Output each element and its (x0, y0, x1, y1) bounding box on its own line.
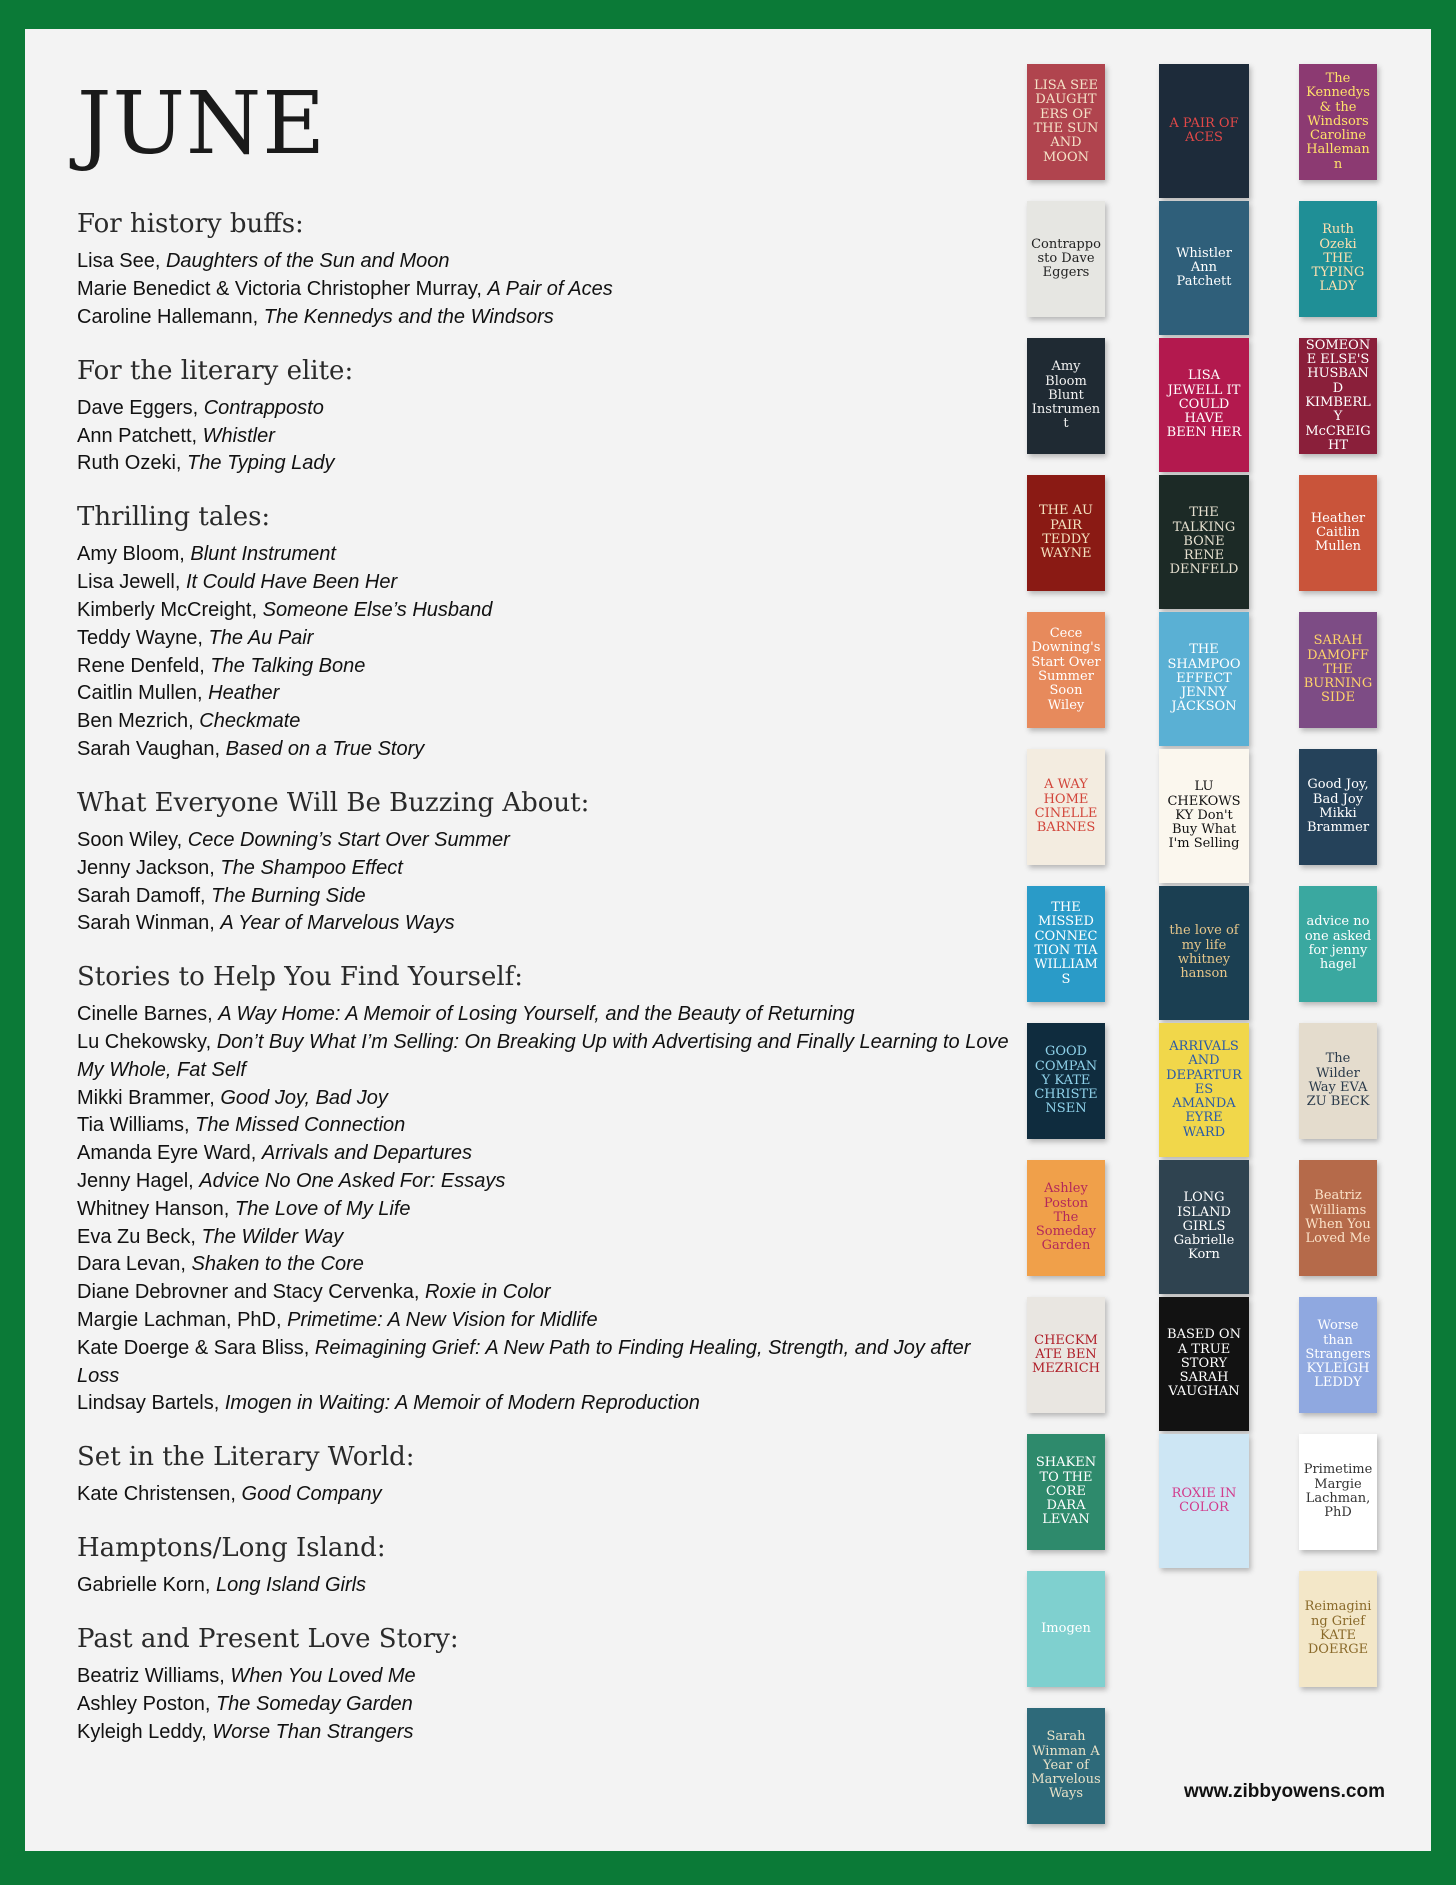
book-entry (77, 736, 1017, 764)
book-author: Teddy Wayne, (77, 626, 209, 649)
book-cover-title: advice no one asked for jenny hagel (1304, 914, 1372, 973)
book-entry (77, 680, 1017, 708)
book-entry (77, 450, 1017, 478)
book-title: Reimagining Grief: A New Path to Finding Healing, Strength, and Joy after Loss (77, 1336, 971, 1387)
book-entry (77, 1085, 1017, 1113)
book-title: Blunt Instrument (190, 543, 336, 566)
page-title: JUNE (77, 74, 326, 174)
book-author: Kyleigh Leddy, (77, 1720, 213, 1743)
book-title: Checkmate (199, 710, 301, 733)
book-entry (77, 1663, 1017, 1691)
section (77, 356, 1017, 479)
book-author: Whitney Hanson, (77, 1197, 235, 1220)
book-author: Diane Debrovner and Stacy Cervenka, (77, 1281, 425, 1304)
book-entry (77, 827, 1017, 855)
section (77, 1624, 1017, 1747)
book-cover-title: ROXIE IN COLOR (1171, 1485, 1237, 1515)
section-heading: Set in the Literary World: (77, 1442, 415, 1473)
book-author: Dara Levan, (77, 1253, 192, 1276)
book-author: Ashley Poston, (77, 1693, 216, 1716)
book-title: Daughters of the Sun and Moon (165, 250, 450, 273)
book-entry (77, 1029, 1017, 1085)
book-cover-title: Cece Downing's Start Over Summer Soon Wiley (1031, 626, 1101, 713)
book-entry (77, 625, 1017, 653)
book-entry (77, 1140, 1017, 1168)
book-cover-title: the love of my life whitney hanson (1169, 923, 1239, 982)
book-title: Cece Downing’s Start Over Summer (187, 828, 510, 851)
book-title: The Shampoo Effect (220, 856, 403, 879)
book-cover-title: The Kennedys & the Windsors Caroline Hallemann (1306, 70, 1370, 172)
book-entry (77, 1168, 1017, 1196)
book-title: The Talking Bone (210, 654, 366, 677)
book-author: Lu Chekowsky, (77, 1031, 217, 1054)
book-author: Kate Doerge & Sara Bliss, (77, 1336, 315, 1359)
book-entry (77, 304, 1017, 332)
book-title: Long Island Girls (215, 1574, 367, 1597)
website-url[interactable]: www.zibbyowens.com (1184, 1781, 1385, 1802)
book-entry (77, 1390, 1017, 1418)
book-title: The Love of My Life (234, 1197, 411, 1220)
book-title: Good Joy, Bad Joy (220, 1086, 388, 1109)
section (77, 502, 1017, 764)
book-title: The Someday Garden (215, 1693, 413, 1716)
book-entry (77, 1719, 1017, 1747)
book-author: Soon Wiley, (77, 828, 188, 851)
book-cover-title: Whistler Ann Patchett (1176, 245, 1232, 290)
book-cover-title: CHECKMATE BEN MEZRICH (1031, 1332, 1101, 1377)
book-cover-title: Heather Caitlin Mullen (1310, 510, 1366, 555)
book-cover-title: Reimagining Grief KATE DOERGE (1304, 1599, 1372, 1658)
book-cover-title: Primetime Margie Lachman, PhD (1303, 1462, 1373, 1521)
book-title: Arrivals and Departures (261, 1142, 472, 1165)
book-cover-title: LISA JEWELL IT COULD HAVE BEEN HER (1166, 368, 1242, 441)
book-cover-title: THE AU PAIR TEDDY WAYNE (1039, 503, 1093, 562)
book-cover-title: LU CHEKOWSKY Don't Buy What I'm Selling (1167, 779, 1241, 852)
book-title: When You Loved Me (230, 1665, 416, 1688)
book-title: Good Company (241, 1483, 382, 1506)
book-author: Eva Zu Beck, (77, 1225, 202, 1248)
section-heading: What Everyone Will Be Buzzing About: (77, 787, 590, 818)
book-entry (77, 1481, 1017, 1509)
book-author: Ann Patchett, (77, 424, 203, 447)
book-author: Sarah Damoff, (77, 884, 212, 907)
book-title: Heather (208, 682, 280, 705)
book-cover-title: A WAY HOME CINELLE BARNES (1034, 777, 1098, 836)
book-entry (77, 1112, 1017, 1140)
book-entry (77, 1224, 1017, 1252)
book-title: Someone Else’s Husband (262, 598, 493, 621)
book-cover-title: Good Joy, Bad Joy Mikki Brammer (1306, 777, 1370, 836)
book-title: Whistler (202, 424, 275, 447)
book-entry (77, 1279, 1017, 1307)
book-author: Caroline Hallemann, (77, 305, 264, 328)
book-entry (77, 1001, 1017, 1029)
section-heading: Past and Present Love Story: (77, 1624, 459, 1655)
book-cover-title: Ashley Poston The Someday Garden (1035, 1181, 1097, 1254)
book-title: The Au Pair (208, 626, 314, 649)
book-entry (77, 653, 1017, 681)
book-entry (77, 248, 1017, 276)
book-author: Beatriz Williams, (77, 1665, 231, 1688)
book-author: Marie Benedict & Victoria Christopher Murray, (77, 277, 488, 300)
book-cover-title: Sarah Winman A Year of Marvelous Ways (1031, 1729, 1101, 1802)
book-cover-title: LISA SEE DAUGHTERS OF THE SUN AND MOON (1033, 78, 1099, 165)
book-author: Sarah Vaughan, (77, 737, 226, 760)
book-cover-title: The Wilder Way EVA ZU BECK (1306, 1051, 1370, 1110)
book-author: Amanda Eyre Ward, (77, 1142, 262, 1165)
book-title: Don’t Buy What I’m Selling: On Breaking Up with Advertising and Finally Learning to Love My Whole, Fat Self (77, 1031, 1009, 1081)
section (77, 1442, 1017, 1509)
section-heading: For history buffs: (77, 209, 304, 239)
book-author: Mikki Brammer, (77, 1086, 221, 1109)
book-author: Kate Christensen, (77, 1483, 242, 1506)
book-cover-title: GOOD COMPANY KATE CHRISTENSEN (1034, 1044, 1098, 1117)
book-cover-title: Beatriz Williams When You Loved Me (1305, 1188, 1371, 1247)
book-entry (77, 910, 1017, 938)
book-author: Tia Williams, (77, 1114, 196, 1137)
book-author: Caitlin Mullen, (77, 682, 209, 705)
book-entry (77, 855, 1017, 883)
book-cover-title: SOMEONE ELSE'S HUSBAND KIMBERLY McCREIGHT (1305, 338, 1371, 453)
book-title: Based on a True Story (225, 737, 425, 760)
book-author: Jenny Jackson, (77, 856, 221, 879)
book-title: Shaken to the Core (191, 1253, 364, 1276)
book-author: Dave Eggers, (77, 396, 204, 419)
section (77, 962, 1017, 1418)
section (77, 209, 1017, 332)
book-cover-title: Worse than Strangers KYLEIGH LEDDY (1305, 1318, 1371, 1391)
book-entry (77, 569, 1017, 597)
book-entry (77, 708, 1017, 736)
book-cover-title: THE TALKING BONE RENE DENFELD (1169, 505, 1239, 578)
book-cover-title: A PAIR OF ACES (1169, 115, 1239, 145)
book-author: Lindsay Bartels, (77, 1392, 225, 1415)
book-author: Sarah Winman, (77, 912, 221, 935)
book-cover-title: LONG ISLAND GIRLS Gabrielle Korn (1173, 1190, 1235, 1263)
book-title: The Typing Lady (187, 452, 335, 475)
book-author: Cinelle Barnes, (77, 1003, 219, 1026)
book-title: A Way Home: A Memoir of Losing Yourself, and the Beauty of Returning (218, 1003, 855, 1026)
book-title: Advice No One Asked For: Essays (199, 1170, 506, 1193)
book-cover-title: THE MISSED CONNECTION TIA WILLIAMS (1034, 900, 1098, 987)
book-author: Lisa Jewell, (77, 571, 186, 594)
book-entry (77, 541, 1017, 569)
book-cover-title: Ruth Ozeki THE TYPING LADY (1311, 222, 1365, 295)
book-author: Ben Mezrich, (77, 710, 200, 733)
book-title: The Missed Connection (195, 1114, 406, 1137)
section-heading: Stories to Help You Find Yourself: (77, 962, 524, 993)
book-title: Roxie in Color (424, 1281, 551, 1304)
book-title: The Burning Side (211, 884, 366, 907)
book-entry (77, 597, 1017, 625)
book-title: The Kennedys and the Windsors (263, 305, 554, 328)
book-cover-title: BASED ON A TRUE STORY SARAH VAUGHAN (1167, 1327, 1241, 1400)
section-heading: For the literary elite: (77, 355, 354, 386)
book-title: Imogen in Waiting: A Memoir of Modern Reproduction (224, 1392, 700, 1415)
book-cover-title: Amy Bloom Blunt Instrument (1031, 359, 1101, 432)
book-author: Margie Lachman, PhD, (77, 1309, 288, 1332)
book-author: Ruth Ozeki, (77, 452, 188, 475)
book-entry (77, 883, 1017, 911)
book-list (77, 209, 1017, 1771)
book-cover-title: SHAKEN TO THE CORE DARA LEVAN (1035, 1455, 1097, 1528)
book-entry (77, 1196, 1017, 1224)
section-heading: Thrilling tales: (77, 502, 271, 533)
book-title: A Pair of Aces (487, 277, 613, 300)
section (77, 1533, 1017, 1600)
book-author: Jenny Hagel, (77, 1170, 200, 1193)
book-title: It Could Have Been Her (185, 571, 398, 594)
book-title: Contrapposto (203, 396, 324, 419)
book-cover-title: ARRIVALS AND DEPARTURES AMANDA EYRE WARD (1166, 1038, 1242, 1140)
book-entry (77, 395, 1017, 423)
book-title: Worse Than Strangers (212, 1720, 414, 1743)
page (25, 29, 1431, 1851)
book-author: Gabrielle Korn, (77, 1574, 216, 1597)
book-title: The Wilder Way (201, 1225, 344, 1248)
book-cover-title: Imogen (1041, 1620, 1091, 1636)
book-title: A Year of Marvelous Ways (220, 912, 455, 935)
book-entry (77, 1307, 1017, 1335)
book-entry (77, 276, 1017, 304)
book-cover-title: Contrapposto Dave Eggers (1031, 236, 1101, 281)
book-entry (77, 1251, 1017, 1279)
book-entry (77, 1691, 1017, 1719)
book-author: Kimberly McCreight, (77, 598, 263, 621)
book-cover-title: THE SHAMPOO EFFECT JENNY JACKSON (1167, 642, 1241, 715)
book-cover-title: SARAH DAMOFF THE BURNING SIDE (1303, 633, 1373, 706)
book-entry (77, 423, 1017, 451)
book-title: Primetime: A New Vision for Midlife (287, 1309, 598, 1332)
section (77, 788, 1017, 938)
book-author: Lisa See, (77, 250, 166, 273)
book-entry (77, 1572, 1017, 1600)
book-author: Amy Bloom, (77, 543, 191, 566)
section-heading: Hamptons/Long Island: (77, 1533, 386, 1564)
book-entry (77, 1335, 1017, 1391)
book-author: Rene Denfeld, (77, 654, 211, 677)
